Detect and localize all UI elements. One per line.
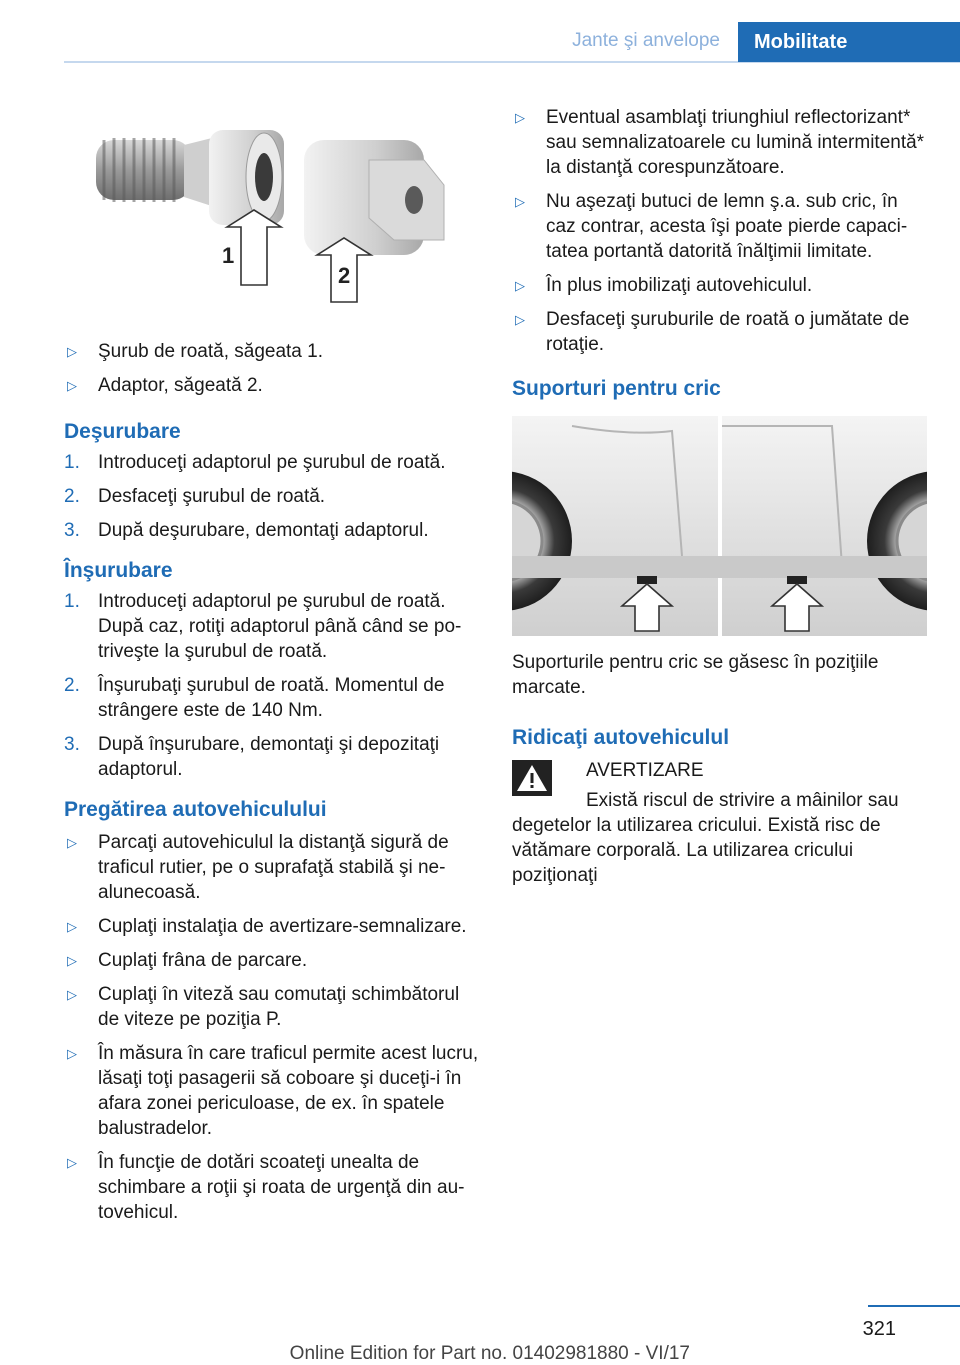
pregatire-list bbox=[64, 830, 479, 1225]
list-item-text: Parcaţi autovehiculul la distanţă sigură de traficul rutier, pe o suprafaţă stabilă şi nealunecoasă. bbox=[98, 832, 449, 903]
section-title-desurubare: Deşurubare bbox=[64, 420, 181, 443]
list-item bbox=[64, 589, 479, 664]
figure-caption: Suporturile pentru cric se găsesc în poziţiile marcate. bbox=[512, 652, 879, 698]
list-item bbox=[512, 307, 927, 357]
header-chapter-tab[interactable]: Mobilitate bbox=[738, 22, 960, 62]
insurubare-steps bbox=[64, 589, 479, 782]
warning-icon bbox=[512, 760, 552, 796]
jack-points-figure bbox=[512, 416, 927, 636]
section-title-ridicati: Ridicaţi autovehiculul bbox=[512, 726, 730, 749]
step-text: Introduceţi adaptorul pe şurubul de roată. După caz, rotiţi adaptorul până când se potriveşte la şurubul de roată. bbox=[98, 591, 462, 662]
wheel-bolt-figure bbox=[64, 100, 479, 310]
list-item-text: În măsura în care traficul permite acest lucru, lăsaţi toţi pasagerii să coboare şi duceţi-i în afara zonei periculoase, de ex. în spatele balustradelor. bbox=[98, 1043, 479, 1139]
footer-rule bbox=[868, 1305, 960, 1307]
section-title-insurubare: Înşurubare bbox=[64, 559, 173, 582]
list-item bbox=[512, 273, 927, 298]
list-item bbox=[512, 189, 927, 264]
bullet-arrow-icon: ▷ bbox=[67, 987, 77, 1002]
step-text: După înşurubare, demontaţi şi depozitaţi adaptorul. bbox=[98, 734, 440, 780]
jack-points-illustration bbox=[512, 416, 927, 636]
footer-edition: Online Edition for Part no. 01402981880 - VI/17 bbox=[289, 1343, 690, 1364]
page-number: 321 bbox=[862, 1318, 896, 1340]
warning-text-content: Există riscul de strivire a mâinilor sau degetelor la utilizarea cricului. Există risc de vătămare corporală. La utilizarea cricului poziţionaţi bbox=[512, 790, 899, 886]
warning-box bbox=[512, 758, 927, 784]
bullet-arrow-icon: ▷ bbox=[515, 110, 525, 125]
list-item bbox=[64, 732, 479, 782]
list-item-text: Eventual asamblaţi triunghiul reflectorizant* sau semnalizatoarele cu lumină intermitentă* la distanţă corespunzătoare. bbox=[546, 107, 925, 178]
side-sill bbox=[512, 556, 927, 578]
left-column bbox=[64, 100, 479, 1234]
list-item-text: Şurub de roată, săgeata 1. bbox=[98, 341, 323, 362]
list-item bbox=[64, 673, 479, 723]
list-item bbox=[64, 450, 479, 475]
bullet-arrow-icon: ▷ bbox=[67, 835, 77, 850]
jack-point-rear bbox=[787, 576, 807, 584]
arrow-label-2: 2 bbox=[338, 263, 351, 288]
continued-list bbox=[512, 105, 927, 357]
list-item-text: Adaptor, săgeată 2. bbox=[98, 375, 263, 396]
header-section-link[interactable]: Jante şi anvelope bbox=[572, 30, 720, 51]
step-number: 3. bbox=[64, 520, 80, 541]
list-item bbox=[64, 830, 479, 905]
list-item bbox=[64, 484, 479, 509]
section-title-suporturi: Suporturi pentru cric bbox=[512, 377, 721, 400]
step-number: 2. bbox=[64, 486, 80, 507]
list-item-text: Cuplaţi în viteză sau comutaţi schimbătorul de viteze pe poziţia P. bbox=[98, 984, 460, 1030]
list-item bbox=[64, 1150, 479, 1225]
step-text: Desfaceţi şurubul de roată. bbox=[98, 486, 326, 507]
page-header bbox=[0, 0, 960, 64]
list-item bbox=[512, 105, 927, 180]
wheel-bolt-illustration bbox=[64, 100, 479, 310]
warning-text bbox=[512, 788, 927, 888]
bullet-arrow-icon: ▷ bbox=[67, 344, 77, 359]
list-item bbox=[64, 339, 479, 364]
list-item bbox=[64, 982, 479, 1032]
list-item bbox=[64, 373, 479, 398]
bullet-arrow-icon: ▷ bbox=[67, 953, 77, 968]
list-item-text: În funcţie de dotări scoateţi unealta de schimbare a roţii şi roata de urgenţă din autovehicul. bbox=[98, 1152, 465, 1223]
bolt-lock-pattern bbox=[255, 153, 273, 201]
adapter-hole bbox=[405, 186, 423, 214]
step-number: 1. bbox=[64, 452, 80, 473]
step-number: 2. bbox=[64, 675, 80, 696]
list-item bbox=[64, 1041, 479, 1141]
list-item bbox=[64, 518, 479, 543]
list-item-text: Cuplaţi frâna de parcare. bbox=[98, 950, 308, 971]
step-text: Introduceţi adaptorul pe şurubul de roată. bbox=[98, 452, 446, 473]
step-text: Înşurubaţi şurubul de roată. Momentul de strângere este de 140 Nm. bbox=[98, 675, 445, 721]
bullet-arrow-icon: ▷ bbox=[515, 278, 525, 293]
list-item-text: Cuplaţi instalaţia de avertizare-semnalizare. bbox=[98, 916, 467, 937]
list-item-text: Desfaceţi şuruburile de roată o jumătate de rotaţie. bbox=[546, 309, 910, 355]
figure-legend-list bbox=[64, 339, 479, 398]
list-item bbox=[64, 914, 479, 939]
list-item-text: Nu aşezaţi butuci de lemn ş.a. sub cric, în caz contrar, acesta îşi poate pierde capacitatea portantă datorită înălţimii limitate. bbox=[546, 191, 908, 262]
arrow-label-1: 1 bbox=[222, 243, 235, 268]
jack-point-front bbox=[637, 576, 657, 584]
bullet-arrow-icon: ▷ bbox=[515, 194, 525, 209]
step-number: 1. bbox=[64, 591, 80, 612]
right-column bbox=[512, 100, 927, 888]
step-text: După deşurubare, demontaţi adaptorul. bbox=[98, 520, 429, 541]
list-item bbox=[64, 948, 479, 973]
bullet-arrow-icon: ▷ bbox=[67, 1155, 77, 1170]
bullet-arrow-icon: ▷ bbox=[515, 312, 525, 327]
bullet-arrow-icon: ▷ bbox=[67, 1046, 77, 1061]
list-item-text: În plus imobilizaţi autovehiculul. bbox=[546, 275, 813, 296]
desurubare-steps bbox=[64, 450, 479, 543]
bullet-arrow-icon: ▷ bbox=[67, 919, 77, 934]
section-title-pregatire: Pregătirea autovehiculului bbox=[64, 798, 327, 821]
bullet-arrow-icon: ▷ bbox=[67, 378, 77, 393]
warning-label: AVERTIZARE bbox=[586, 760, 704, 781]
step-number: 3. bbox=[64, 734, 80, 755]
